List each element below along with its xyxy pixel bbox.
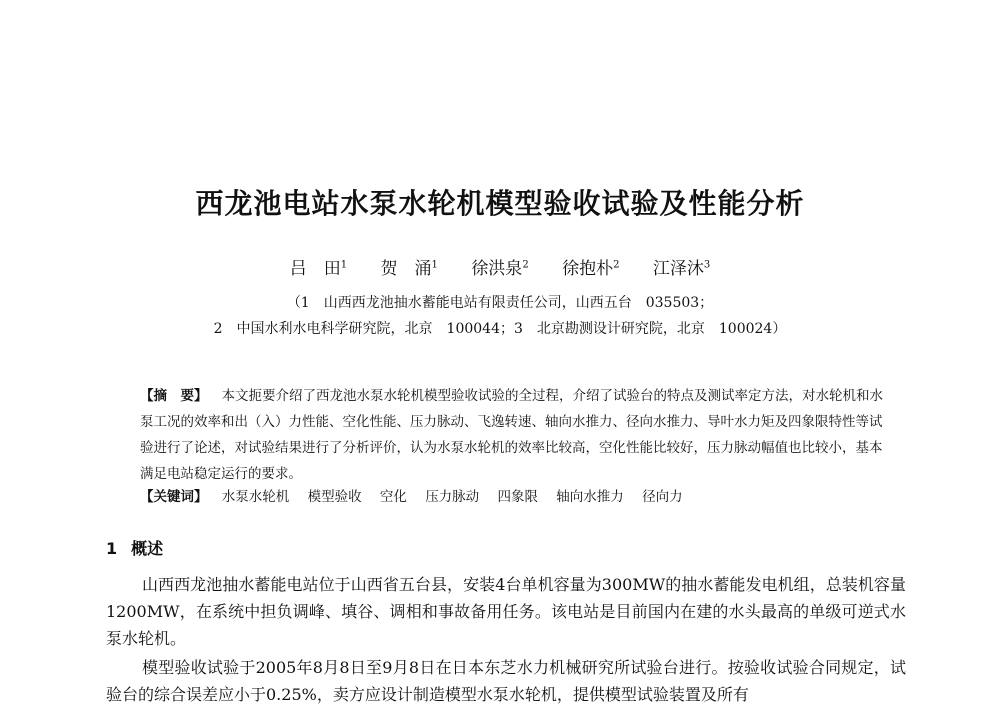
author-name: 江泽沐 — [652, 259, 704, 279]
paper-title: 西龙池电站水泵水轮机模型验收试验及性能分析 — [195, 187, 805, 220]
section-title: 概述 — [131, 539, 164, 558]
affiliation-line-1: （1 山西西龙池抽水蓄能电站有限责任公司，山西五台 035503； — [286, 295, 714, 311]
author-list — [0, 254, 1000, 279]
keyword: 轴向水推力 — [556, 489, 624, 505]
section-number: 1 — [106, 539, 118, 558]
author — [471, 254, 528, 279]
body-paragraph: 模型验收试验于2005年8月8日至9月8日在日本东芝水力机械研究所试验台进行。按验收试验合同规定，试验台的综合误差应小于0.25%，卖方应设计制造模型水泵水轮机，提供模型试验装置及所有 — [106, 658, 906, 704]
author-name: 贺 涌 — [380, 259, 432, 279]
body-paragraph: 山西西龙池抽水蓄能电站位于山西省五台县，安装4台单机容量为300MW的抽水蓄能发电机组，总装机容量1200MW，在系统中担负调峰、填谷、调相和事故备用任务。该电站是目前国内在建的水头最高的单级可逆式水泵水轮机。 — [106, 575, 906, 648]
abstract — [140, 383, 885, 487]
keywords-label: 【关键词】 — [140, 489, 208, 505]
author-name: 吕 田 — [289, 259, 341, 279]
keyword: 空化 — [379, 489, 407, 505]
abstract-label: 【摘 要】 — [140, 388, 208, 404]
author-name: 徐抱朴 — [562, 259, 614, 279]
author-affiliation-mark: 1 — [431, 259, 438, 271]
author-affiliation-mark: 2 — [522, 259, 529, 271]
author — [562, 254, 619, 279]
keyword: 压力脉动 — [425, 489, 480, 505]
author-affiliation-mark: 2 — [613, 259, 620, 271]
author-name: 徐洪泉 — [471, 259, 523, 279]
keyword: 径向力 — [642, 489, 683, 505]
keyword: 模型验收 — [307, 489, 362, 505]
section-heading — [106, 536, 163, 559]
author — [381, 254, 438, 279]
keyword: 水泵水轮机 — [221, 489, 290, 505]
keyword: 四象限 — [497, 489, 538, 505]
abstract-text: 本文扼要介绍了西龙池水泵水轮机模型验收试验的全过程，介绍了试验台的特点及测试率定方法，对水轮机和水泵工况的效率和出（入）力性能、空化性能、压力脉动、飞逸转速、轴向水推力、径向水推力、导叶水力矩及四象限特性等试验进行了论述，对试验结果进行了分析评价，认为水泵水轮机的效率比较高，空化性能比较好，压力脉动幅值也比较小，基本满足电站稳定运行的要求。 — [140, 388, 883, 482]
author — [290, 254, 347, 279]
author-affiliation-mark: 3 — [703, 259, 711, 271]
author-affiliation-mark: 1 — [340, 259, 348, 271]
affiliation-line-2: 2 中国水利水电科学研究院，北京 100044；3 北京勘测设计研究院，北京 100024） — [213, 321, 787, 337]
author — [653, 254, 710, 279]
keywords — [140, 485, 885, 509]
